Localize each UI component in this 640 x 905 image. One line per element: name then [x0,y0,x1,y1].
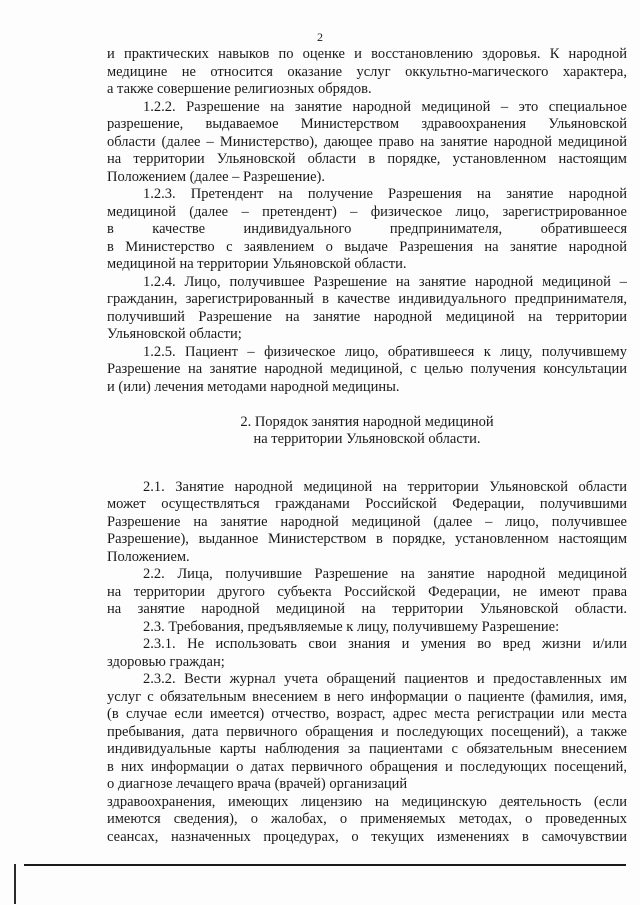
body-line: области (далее – Министерство), дающее право на занятие народной медициной [107,133,627,150]
body-line: в них информации о датах первичного обращения и последующих посещений, [107,758,627,775]
body-line: и (или) лечения методами народной медицины. [107,378,400,395]
body-line: на территории другого субъекта Российской Федерации, не имеют права [107,583,627,600]
body-line: может осуществляться гражданами Российской Федерации, получившими [107,496,627,512]
page-number: 2 [317,30,323,44]
spacer [107,396,627,414]
body-line: Ульяновской области; [107,326,242,342]
body-line: о диагнозе лечащего врача (врачей) организаций [107,776,408,792]
body-line: 1.2.4. Лицо, получившее Разрешение на занятие народной медициной – [143,273,627,290]
section-heading: 2. Порядок занятия народной медициной [240,413,494,430]
body-line: медициной (далее – претендент) – физическое лицо, зарегистрированное [107,203,627,220]
body-line: 1.2.5. Пациент – физическое лицо, обратившееся к лицу, получившему [143,343,627,360]
body-line: и практических навыков по оценке и восстановлению здоровья. К народной [107,46,627,62]
section-heading: на территории Ульяновской области. [253,431,481,447]
body-line: 2.3.1. Не использовать свои знания и умения во вред жизни и/или [143,636,627,652]
body-line: Разрешение на занятие народной медициной (далее – лицо, получившее [107,513,627,530]
body-line: в Министерство с заявлением о выдаче Разрешения на занятие народной [107,238,627,255]
body-line: 1.2.2. Разрешение на занятие народной медициной – это специальное [143,98,627,115]
body-line: получивший Разрешение на занятие народной медициной на территории [107,308,627,325]
body-line: медицине не относится оказание услуг оккультно-магического характера, [107,63,627,80]
body-line: Положением (далее – Разрешение). [107,168,325,185]
spacer [107,449,627,479]
body-line: 2.3. Требования, предъявляемые к лицу, получившему Разрешение: [143,618,560,635]
body-line: услуг с обязательным внесением в него информации о пациенте (фамилия, имя, [107,688,627,705]
body-line: здоровью граждан; [107,653,225,670]
body-line: а также совершение религиозных обрядов. [107,81,372,97]
body-line: медициной на территории Ульяновской области. [107,256,407,272]
body-line: на занятие народной медициной на территории Ульяновской области. [107,601,627,617]
body-line: разрешение, выдаваемое Министерством здравоохранения Ульяновской [107,116,627,132]
body-line: сеансах, назначенных процедурах, о текущих изменениях в самочувствии [107,828,627,845]
scan-left-edge [14,864,16,904]
body-line: 2.1. Занятие народной медициной на территории Ульяновской области [143,478,627,495]
body-line: 2.3.2. Вести журнал учета обращений пациентов и предоставленных им [143,671,627,687]
body-line: Положением. [107,548,190,565]
body-line: индивидуальные карты наблюдения за пациентами с обязательным внесением [107,741,627,757]
body-line: (в случае если имеется) отчество, возраст, адрес места регистрации или места [107,706,627,722]
scan-bottom-edge [24,864,626,866]
body-line: гражданин, зарегистрированный в качестве индивидуального предпринимателя, [107,291,627,307]
body-line: здравоохранения, имеющих лицензию на медицинскую деятельность (если [107,793,627,810]
body-line: Разрешение), выданное Министерством в порядке, установленном настоящим [107,531,627,547]
body-line: 1.2.3. Претендент на получение Разрешения на занятие народной [143,186,627,202]
body-line: Разрешение на занятие народной медициной, с целью получения консультации [107,361,627,377]
body-line: на территории Ульяновской области в порядке, установленном настоящим [107,151,627,167]
document-body [107,46,627,846]
body-line: в качестве индивидуального предпринимателя, обратившееся [107,221,627,237]
body-line: имеются сведения), о жалобах, о применяемых методах, о проведенных [107,811,627,827]
body-line: пребывания, дата первичного обращения и последующих посещений), а также [107,723,627,740]
body-line: 2.2. Лица, получившие Разрешение на занятие народной медициной [143,566,627,582]
